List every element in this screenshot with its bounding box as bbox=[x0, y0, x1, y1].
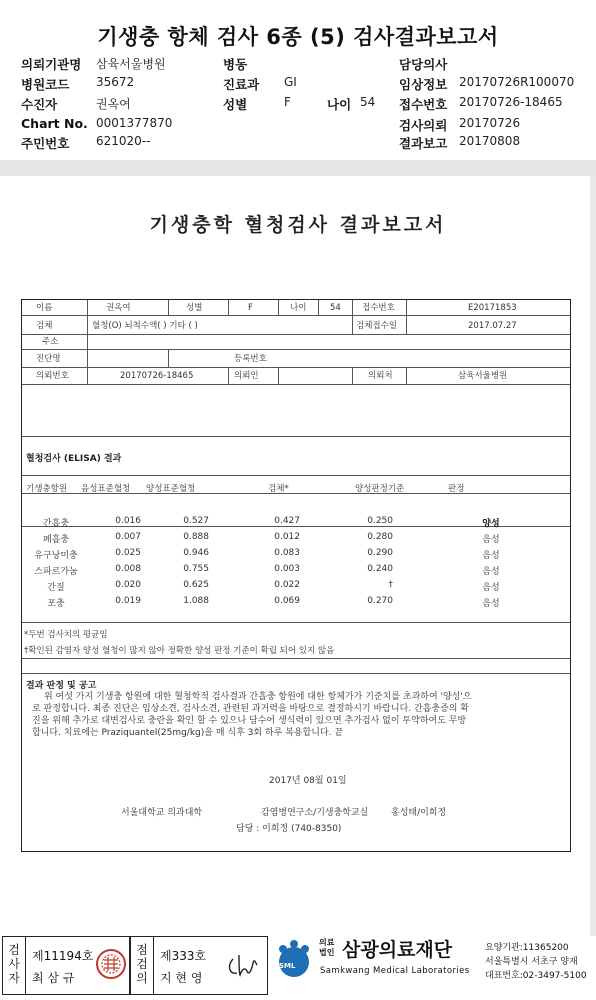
institution: 서울대학교 의과대학 bbox=[121, 808, 203, 818]
antigen-name: 스파르가눔 bbox=[34, 567, 78, 577]
header-value-department: GI bbox=[284, 75, 297, 89]
result-value: 음성 bbox=[482, 567, 500, 577]
header-value-age: 54 bbox=[360, 95, 376, 109]
header-label-sex: 성별 bbox=[223, 97, 248, 112]
judgment-line: 합니다. 치료에는 Praziquantel(25mg/kg)을 매 식후 3회 하루 복용합니다. 끝 bbox=[32, 728, 344, 738]
negative-value: 0.019 bbox=[115, 596, 141, 606]
label-specimen-date: 검체접수일 bbox=[356, 321, 398, 331]
header-label-request-date: 검사의뢰 bbox=[399, 118, 448, 133]
examiner-box bbox=[2, 936, 130, 995]
header-value-hospital-code: 35672 bbox=[96, 75, 135, 89]
label-requester: 의뢰인 bbox=[234, 371, 259, 381]
header-value-patient: 권옥여 bbox=[96, 97, 131, 111]
scanned-report-sheet bbox=[21, 299, 571, 852]
col-negative-control: 음성표준혈청 bbox=[81, 484, 131, 494]
antigen-name: 폐흡충 bbox=[42, 535, 70, 545]
negative-value: 0.007 bbox=[115, 532, 141, 542]
authors: 홍성태/이희정 bbox=[391, 808, 447, 818]
value-sex: F bbox=[248, 303, 253, 313]
positive-value: 1.088 bbox=[183, 596, 209, 606]
negative-value: 0.016 bbox=[115, 516, 141, 526]
value-request-org: 삼육서울병원 bbox=[458, 371, 508, 381]
reviewer-signature-icon bbox=[225, 951, 261, 981]
label-request-no: 의뢰번호 bbox=[36, 371, 69, 381]
col-antigen: 기생충항원 bbox=[26, 484, 68, 494]
footer bbox=[0, 933, 596, 1000]
antigen-name: 간흡충 bbox=[42, 519, 70, 529]
sheet-edge-shadow bbox=[590, 176, 596, 936]
examiner-seal-icon bbox=[95, 946, 127, 982]
header-value-report-date: 20170808 bbox=[459, 134, 521, 148]
header-label-hospital-code: 병원코드 bbox=[21, 77, 70, 92]
separator-band bbox=[0, 160, 596, 176]
label-request-org: 의뢰처 bbox=[368, 371, 393, 381]
antigen-name: 유구낭미충 bbox=[34, 551, 78, 561]
report-date: 2017년 08월 01일 bbox=[269, 776, 347, 786]
result-value: 양성 bbox=[482, 519, 500, 529]
scan-title: 기생충학 혈청검사 결과보고서 bbox=[149, 214, 447, 236]
label-name: 이름 bbox=[36, 303, 53, 313]
label-diagnosis: 진단명 bbox=[36, 354, 61, 364]
examiner-license: 제11194호 bbox=[32, 949, 94, 963]
org-name: 삼광의료재단 bbox=[342, 939, 453, 961]
cutoff-value: † bbox=[388, 580, 393, 590]
cutoff-value: 0.250 bbox=[367, 516, 393, 526]
positive-value: 0.527 bbox=[183, 516, 209, 526]
examiner-label: 검사자 bbox=[8, 943, 20, 985]
judgment-line: 위 여섯 가지 기생충 항원에 대한 혈청학적 검사결과 간흡충 항원에 대한 항체가가 기준치를 초과하여 '양성'으 bbox=[44, 692, 472, 702]
cutoff-value: 0.280 bbox=[367, 532, 393, 542]
sample-value: 0.069 bbox=[274, 596, 300, 606]
elisa-section-title: 혈청검사 (ELISA) 결과 bbox=[26, 454, 122, 464]
sample-value: 0.083 bbox=[274, 548, 300, 558]
value-specimen: 혈청(O) 뇌척수액( ) 기타 ( ) bbox=[92, 321, 198, 331]
sample-value: 0.003 bbox=[274, 564, 300, 574]
judgment-line: 로 판정합니다. 최종 진단은 임상소견, 검사소견, 관련된 과거력을 바탕으로 결정하시기 바랍니다. 간흡충증의 확 bbox=[32, 704, 470, 714]
result-value: 음성 bbox=[482, 599, 500, 609]
cutoff-value: 0.240 bbox=[367, 564, 393, 574]
header-label-patient: 수진자 bbox=[21, 97, 58, 112]
header-value-request-date: 20170726 bbox=[459, 116, 521, 130]
antigen-name: 간질 bbox=[47, 583, 65, 593]
positive-value: 0.946 bbox=[183, 548, 209, 558]
org-code: 요양기관:11365200 bbox=[485, 943, 569, 953]
logo-badge-text: SML bbox=[279, 962, 296, 970]
col-sample: 검체* bbox=[268, 484, 289, 494]
value-request-no: 20170726-18465 bbox=[120, 371, 194, 381]
sample-value: 0.012 bbox=[274, 532, 300, 542]
label-specimen: 검체 bbox=[36, 321, 53, 331]
negative-value: 0.025 bbox=[115, 548, 141, 558]
judgment-title: 결과 판정 및 공고 bbox=[26, 681, 97, 691]
header-label-doctor: 담당의사 bbox=[399, 57, 448, 72]
header-value-org: 삼육서울병원 bbox=[96, 57, 166, 71]
reviewer-label: 점검의 bbox=[136, 943, 148, 985]
label-age: 나이 bbox=[290, 303, 307, 313]
cutoff-value: 0.290 bbox=[367, 548, 393, 558]
label-address: 주소 bbox=[42, 337, 59, 347]
org-prefix: 의료법인 bbox=[319, 938, 335, 957]
header-label-age: 나이 bbox=[327, 97, 352, 112]
value-age: 54 bbox=[330, 303, 341, 313]
header-value-sex: F bbox=[284, 95, 291, 109]
positive-value: 0.625 bbox=[183, 580, 209, 590]
header-label-receipt-no: 접수번호 bbox=[399, 97, 448, 112]
antigen-name: 포충 bbox=[47, 599, 65, 609]
col-positive-control: 양성표준혈청 bbox=[146, 484, 196, 494]
label-sex: 성별 bbox=[186, 303, 203, 313]
label-registration-no: 등록번호 bbox=[234, 354, 267, 364]
header-label-report-date: 결과보고 bbox=[399, 136, 448, 151]
value-specimen-date: 2017.07.27 bbox=[468, 321, 517, 331]
cutoff-value: 0.270 bbox=[367, 596, 393, 606]
header-label-department: 진료과 bbox=[223, 77, 260, 92]
col-cutoff: 양성판정기준 bbox=[355, 484, 405, 494]
reviewer-name: 지 현 영 bbox=[160, 971, 203, 985]
header-label-chart-no: Chart No. bbox=[21, 116, 88, 131]
note-average: *두번 검사치의 평균임 bbox=[24, 630, 108, 640]
header-label-clinical-info: 임상정보 bbox=[399, 77, 448, 92]
header-label-resident-no: 주민번호 bbox=[21, 136, 70, 151]
header-label-ward: 병동 bbox=[223, 57, 248, 72]
result-value: 음성 bbox=[482, 583, 500, 593]
negative-value: 0.020 bbox=[115, 580, 141, 590]
value-receipt-no: E20171853 bbox=[468, 303, 517, 313]
header-value-clinical-info: 20170726R100070 bbox=[459, 75, 575, 89]
note-cutoff: †확인된 감염자 양성 혈청이 많지 않아 정확한 양성 판정 기준이 확립 되어 있지 않음 bbox=[24, 646, 335, 656]
result-value: 음성 bbox=[482, 535, 500, 545]
judgment-paragraph bbox=[32, 691, 562, 739]
org-phone: 대표번호:02-3497-5100 bbox=[485, 971, 587, 981]
report-title: 기생충 항체 검사 6종 (5) 검사결과보고서 bbox=[97, 25, 499, 49]
negative-value: 0.008 bbox=[115, 564, 141, 574]
sample-value: 0.022 bbox=[274, 580, 300, 590]
org-english: Samkwang Medical Laboratories bbox=[320, 966, 470, 976]
header-value-resident-no: 621020-- bbox=[96, 134, 151, 148]
value-name: 권옥여 bbox=[106, 303, 131, 313]
positive-value: 0.755 bbox=[183, 564, 209, 574]
header-label-org: 의뢰기관명 bbox=[21, 57, 82, 72]
department: 감염병연구소/기생충학교실 bbox=[261, 808, 369, 818]
col-judgment: 판정 bbox=[448, 484, 465, 494]
reviewer-license: 제333호 bbox=[160, 949, 207, 963]
header-value-receipt-no: 20170726-18465 bbox=[459, 95, 563, 109]
result-value: 음성 bbox=[482, 551, 500, 561]
sample-value: 0.427 bbox=[274, 516, 300, 526]
contact: 담당 : 이희정 (740-8350) bbox=[236, 824, 342, 834]
label-receipt-no: 접수번호 bbox=[362, 303, 395, 313]
header-value-chart-no: 0001377870 bbox=[96, 116, 173, 130]
examiner-name: 최 삼 규 bbox=[32, 971, 75, 985]
positive-value: 0.888 bbox=[183, 532, 209, 542]
judgment-line: 진을 위해 추가로 대변검사로 충란을 확인 할 수 있으나 담수어 생식력이 있으면 추가검사 없이 투약하여도 무방 bbox=[32, 716, 467, 726]
sml-logo-icon bbox=[272, 938, 316, 982]
reviewer-box bbox=[130, 936, 268, 995]
org-address: 서울특별시 서초구 양재 bbox=[485, 957, 578, 967]
